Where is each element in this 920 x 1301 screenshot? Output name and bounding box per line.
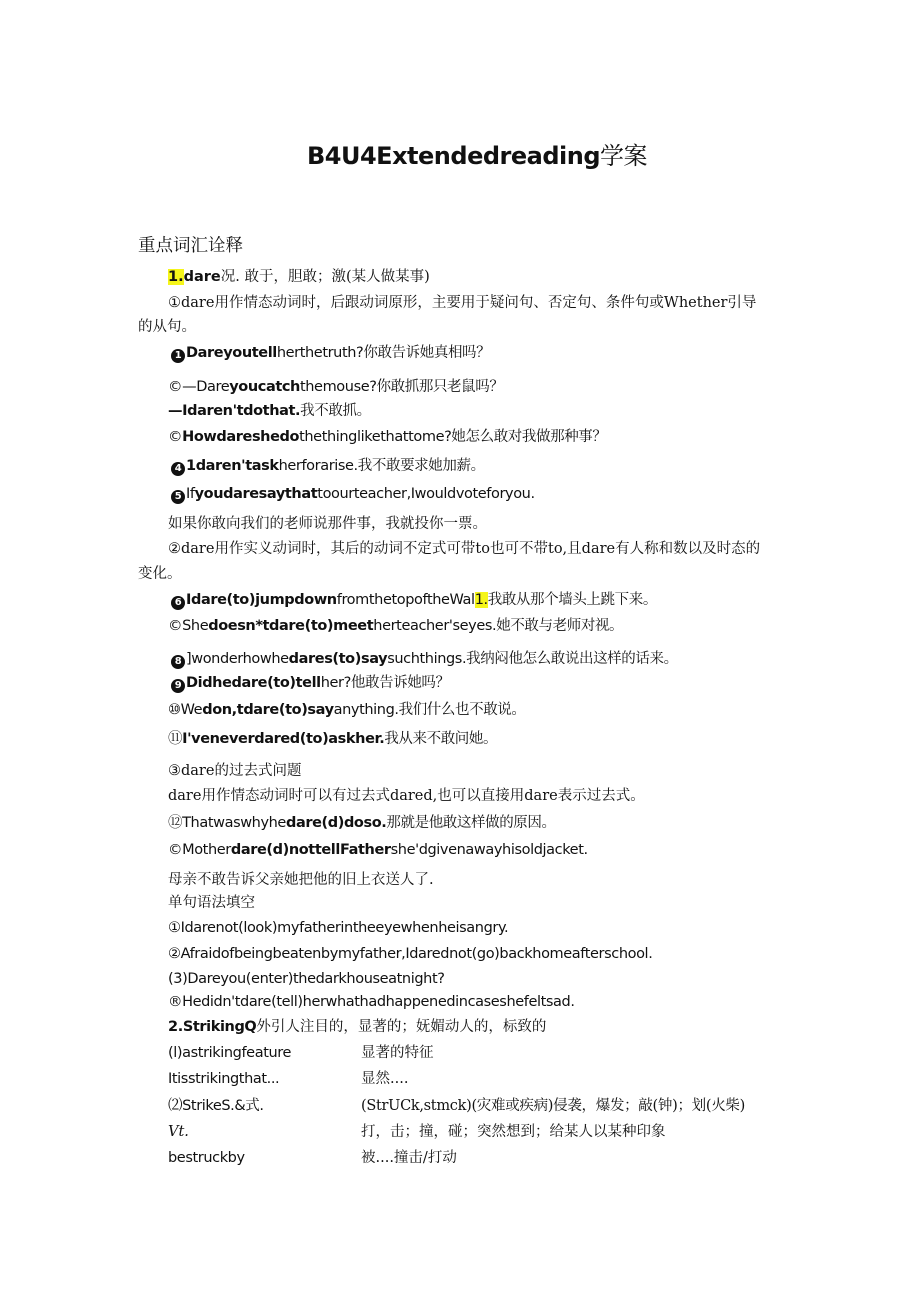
example-5-translation: 如果你敢向我们的老师说那件事，我就投你一票。 bbox=[168, 516, 487, 532]
item2-row-right: 被....撞击/打动 bbox=[361, 1150, 457, 1166]
note3-body: dare用作情态动词时可以有过去式dared,也可以直接用dare表示过去式。 bbox=[168, 788, 645, 804]
example-5: 5 Ifyoudaresaythattoourteacher,Iwouldvoteforyou. bbox=[171, 484, 535, 504]
item2-word: StrikingQ bbox=[182, 1019, 257, 1035]
example-13: ©Motherdare(d)nottellFathershe'dgivenawayhisoldjacket. bbox=[168, 842, 588, 858]
item1-def: 况. 敢于，胆敢；激(某人做某事) bbox=[220, 269, 430, 285]
drill-title: 单句语法填空 bbox=[168, 895, 255, 911]
item2-header bbox=[168, 1017, 546, 1037]
item2-num: 2. bbox=[168, 1019, 183, 1035]
drill-item: ®Hedidn'tdare(tell)herwhathadhappenedincaseshefeltsad. bbox=[168, 994, 575, 1010]
drill-item: (3)Dareyou(enter)thedarkhouseatnight? bbox=[168, 971, 445, 987]
example-3: ©Howdareshedothethinglikethattome?她怎么敢对我做那种事？ bbox=[168, 429, 607, 445]
number-1-icon: 1 bbox=[171, 349, 185, 363]
note2-line1: ②dare用作实义动词时，其后的动词不定式可带to也可不带to,且dare有人称和数以及时态的 bbox=[168, 541, 761, 557]
drill-item: ②Afraidofbeingbeatenbymyfather,Idarednot(go)backhomeafterschool. bbox=[168, 946, 653, 962]
note3-heading: ③dare的过去式问题 bbox=[168, 763, 302, 779]
example-7: ©Shedoesn*tdare(to)meetherteacher'seyes.她不敢与老师对视。 bbox=[168, 618, 624, 634]
note1-line1: ①dare用作情态动词时，后跟动词原形，主要用于疑问句、否定句、条件句或Whether引导 bbox=[168, 295, 757, 311]
number-8-icon: 8 bbox=[171, 655, 185, 669]
item2-row-left: bestruckby bbox=[168, 1150, 245, 1166]
example-1: 1 Dareyoutellherthetruth?你敢告诉她真相吗？ bbox=[171, 343, 490, 363]
item2-row-left: Itisstrikingthat... bbox=[168, 1071, 280, 1087]
number-6-icon: 6 bbox=[171, 596, 185, 610]
item2-row-left: (l)astrikingfeature bbox=[168, 1045, 292, 1061]
item2-row-left: ⑵StrikeS.&式. bbox=[168, 1098, 264, 1114]
item1-header bbox=[168, 267, 430, 287]
example-2: ©—Dareyoucatchthemouse?你敢抓那只老鼠吗？ bbox=[168, 379, 504, 395]
number-9-icon: 9 bbox=[171, 679, 185, 693]
title-cn: 学案 bbox=[600, 142, 648, 170]
example-13-translation: 母亲不敢告诉父亲她把他的旧上衣送人了. bbox=[168, 872, 434, 888]
example-10: ⑩Wedon,tdare(to)sayanything.我们什么也不敢说。 bbox=[168, 702, 526, 718]
title-en: B4U4Extendedreading bbox=[307, 142, 601, 170]
item2-row-left: Vt. bbox=[168, 1124, 189, 1140]
page-title bbox=[307, 140, 647, 172]
item2-row-right: 显著的特征 bbox=[361, 1045, 434, 1061]
example-12: ⑫Thatwaswhyhedare(d)doso.那就是他敢这样做的原因。 bbox=[168, 815, 556, 831]
section-heading: 重点词汇诠释 bbox=[138, 236, 243, 256]
example-11: ⑪I'veneverdared(to)askher.我从来不敢问她。 bbox=[168, 731, 498, 747]
number-4-icon: 4 bbox=[171, 462, 185, 476]
example-9: 9 Didhedare(to)tellher?他敢告诉她吗？ bbox=[171, 673, 450, 693]
note1-line2: 的从句。 bbox=[138, 319, 196, 335]
number-5-icon: 5 bbox=[171, 490, 185, 504]
item1-num: 1. bbox=[168, 269, 184, 285]
item2-row-right: (StrUCk,stmck)(灾难或疾病)侵袭，爆发；敲(钟)；划(火柴) bbox=[361, 1098, 745, 1114]
item2-def: 外引人注目的，显著的；妩媚动人的，标致的 bbox=[256, 1019, 547, 1035]
example-4: 4 1daren'taskherforarise.我不敢要求她加薪。 bbox=[171, 456, 485, 476]
item2-row-right: 显然.... bbox=[361, 1071, 409, 1087]
example-6: 6 Idare(to)jumpdownfromthetopoftheWal1.我敢从那个墙头上跳下来。 bbox=[171, 590, 657, 610]
example-8: 8 ]wonderhowhedares(to)saysuchthings.我纳闷他怎么敢说出这样的话来。 bbox=[171, 649, 678, 669]
example-2-answer: —Idaren'tdothat.我不敢抓。 bbox=[168, 403, 371, 419]
item2-row-right: 打，击；撞，碰；突然想到；给某人以某种印象 bbox=[361, 1124, 666, 1140]
drill-item: ①Idarenot(look)myfatherintheeyewhenheisangry. bbox=[168, 920, 509, 936]
item1-word: dare bbox=[183, 269, 221, 285]
note2-line2: 变化。 bbox=[138, 566, 182, 582]
